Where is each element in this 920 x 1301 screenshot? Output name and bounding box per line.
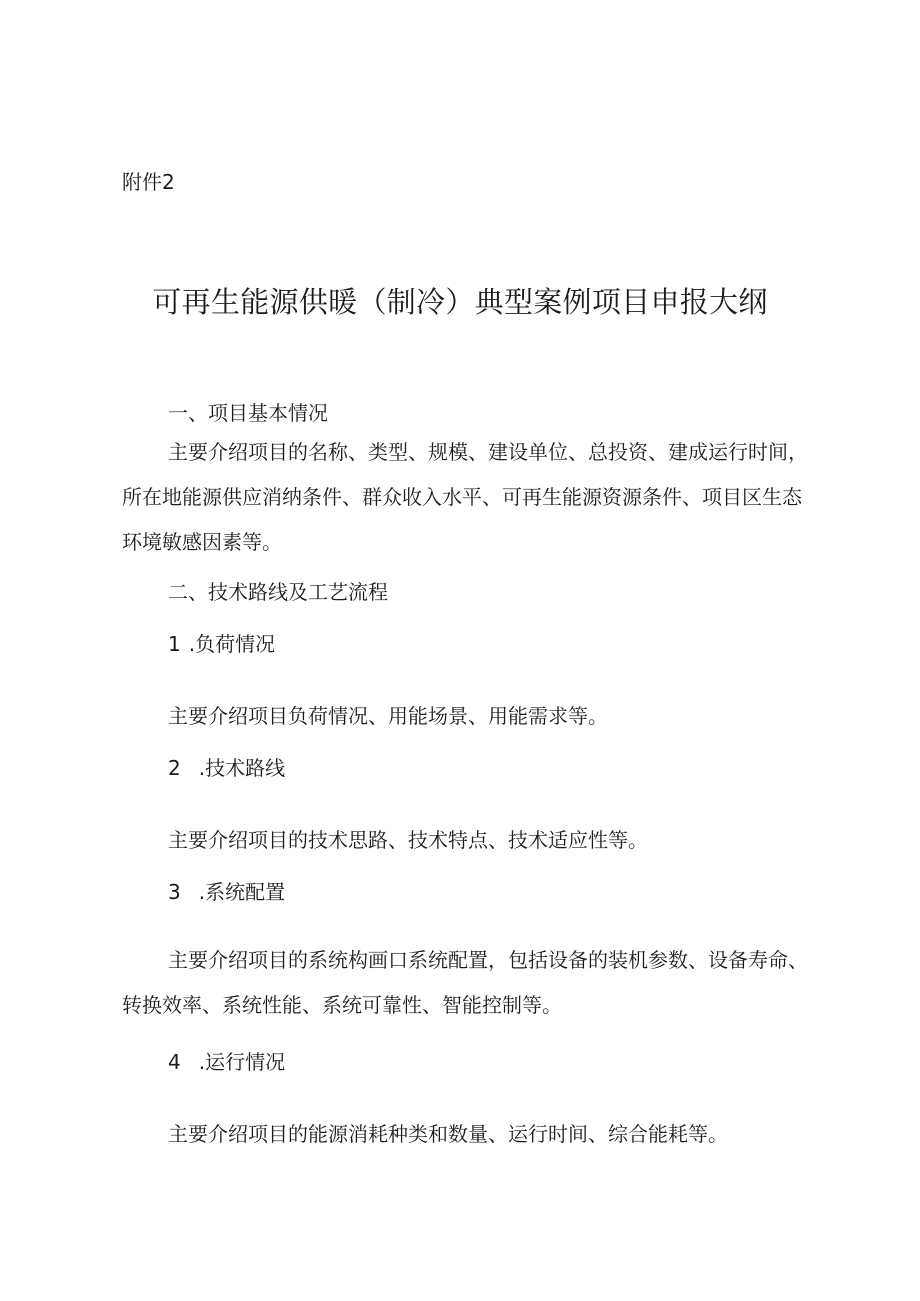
subsection-label: .技术路线 — [198, 756, 286, 780]
subsection-label: .系统配置 — [198, 880, 286, 904]
document-title: 可再生能源供暖（制冷）典型案例项目申报大纲 — [152, 285, 768, 319]
subsection-label: .运行情况 — [198, 1050, 286, 1074]
subsection-body-load: 主要介绍项目负荷情况、用能场景、用能需求等。 — [168, 704, 608, 728]
section-heading-basic-info: 一、项目基本情况 — [168, 401, 328, 425]
subsection-body-route: 主要介绍项目的技术思路、技术特点、技术适应性等。 — [168, 828, 648, 852]
attachment-label: 附件2 — [122, 170, 175, 194]
subsection-label: .负荷情况 — [188, 632, 276, 656]
subsection-body-config: 主要介绍项目的系统构画口系统配置，包括设备的装机参数、设备寿命、转换效率、系统性能、系统可靠性、智能控制等。 — [122, 948, 808, 1017]
subsection-heading-config — [168, 876, 285, 905]
subsection-number: 1 — [168, 632, 181, 656]
subsection-number: 2 — [168, 756, 181, 780]
subsection-number: 4 — [168, 1050, 181, 1074]
subsection-heading-load — [168, 628, 275, 657]
section-heading-technical-route: 二、技术路线及工艺流程 — [168, 580, 388, 604]
subsection-heading-route — [168, 752, 285, 781]
subsection-number: 3 — [168, 880, 181, 904]
subsection-heading-operation — [168, 1046, 285, 1075]
subsection-body-operation: 主要介绍项目的能源消耗种类和数量、运行时间、综合能耗等。 — [168, 1122, 728, 1146]
section-body-basic-info: 主要介绍项目的名称、类型、规模、建设单位、总投资、建成运行时间，所在地能源供应消纳条件、群众收入水平、可再生能源资源条件、项目区生态环境敏感因素等。 — [122, 440, 808, 554]
